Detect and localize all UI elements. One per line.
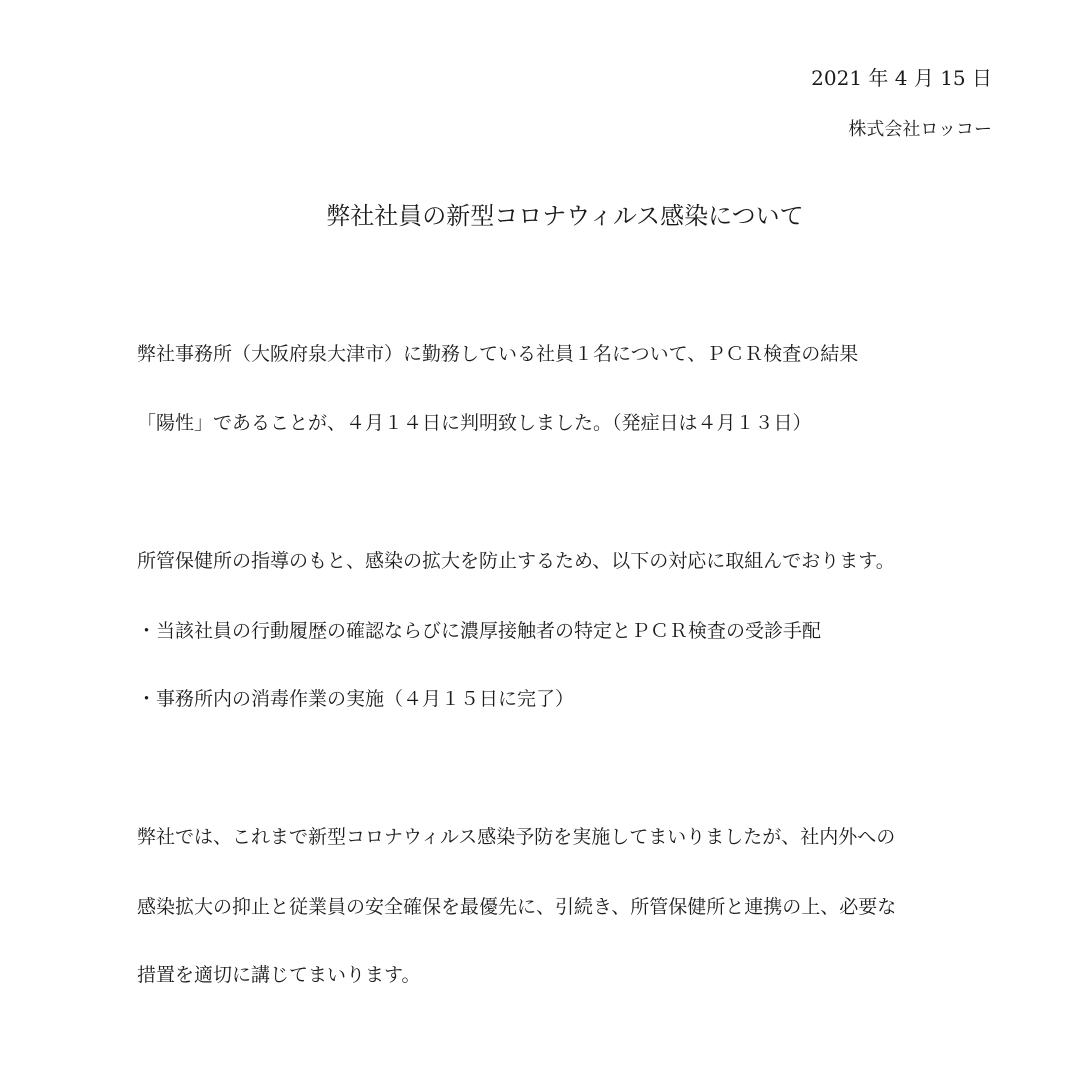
- paragraph-3-line-2: 感染拡大の抑止と従業員の安全確保を最優先に、引続き、所管保健所と連携の上、必要な: [137, 896, 897, 918]
- bullet-item-contact-tracing: ・当該社員の行動履歴の確認ならびに濃厚接触者の特定とＰＣＲ検査の受診手配: [137, 620, 822, 642]
- paragraph-1-line-1: 弊社事務所（大阪府泉大津市）に勤務している社員１名について、ＰＣＲ検査の結果: [137, 343, 859, 365]
- notice-date: 2021 年 4 月 15 日: [811, 66, 992, 90]
- paragraph-3-line-3: 措置を適切に講じてまいります。: [137, 964, 421, 986]
- paragraph-2-line-1: 所管保健所の指導のもと、感染の拡大を防止するため、以下の対応に取組んでおります。: [137, 550, 895, 572]
- paragraph-3-line-1: 弊社では、これまで新型コロナウィルス感染予防を実施してまいりましたが、社内外への: [137, 826, 896, 848]
- notice-title: 弊社社員の新型コロナウィルス感染について: [326, 202, 804, 230]
- company-name: 株式会社ロッコー: [848, 119, 992, 140]
- paragraph-1-line-2: 「陽性」であることが、４月１４日に判明致しました。（発症日は４月１３日）: [137, 412, 812, 434]
- bullet-item-disinfection: ・事務所内の消毒作業の実施（４月１５日に完了）: [137, 688, 575, 710]
